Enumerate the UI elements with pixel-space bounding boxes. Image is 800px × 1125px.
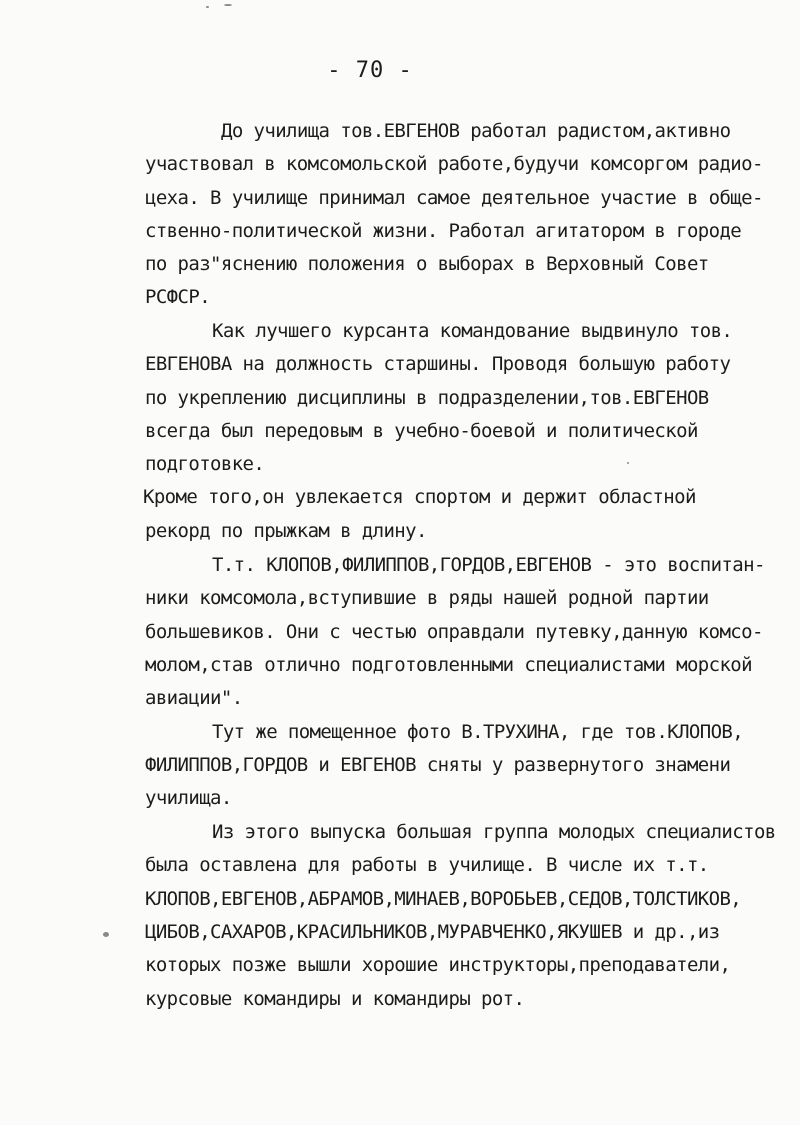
scan-speck bbox=[206, 6, 209, 8]
text-line: Из этого выпуска большая группа молодых специалистов bbox=[212, 821, 776, 843]
page-number: - 70 - bbox=[327, 58, 413, 83]
text-line: большевиков. Они с честью оправдали путевку,данную комсо- bbox=[145, 621, 763, 643]
text-line: ники комсомола,вступившие в ряды нашей родной партии bbox=[145, 587, 709, 609]
text-line: До училища тов.ЕВГЕНОВ работал радистом,активно bbox=[221, 120, 731, 142]
text-line: была оставлена для работы в училище. В числе их т.т. bbox=[145, 854, 709, 876]
text-line: цеха. В училище принимал самое деятельное участие в обще- bbox=[145, 187, 763, 209]
text-line: по раз"яснению положения о выборах в Верховный Совет bbox=[145, 253, 709, 275]
scan-speck bbox=[103, 932, 109, 937]
text-line: ЦИБОВ,САХАРОВ,КРАСИЛЬНИКОВ,МУРАВЧЕНКО,ЯКУШЕВ и др.,из bbox=[145, 921, 720, 943]
text-line: подготовке. bbox=[145, 453, 265, 475]
text-line: участвовал в комсомольской работе,будучи комсоргом радио- bbox=[145, 153, 763, 175]
text-line: по укреплению дисциплины в подразделении,тов.ЕВГЕНОВ bbox=[145, 387, 709, 409]
text-line: всегда был передовым в учебно-боевой и политической bbox=[145, 420, 698, 442]
scan-speck bbox=[627, 462, 629, 464]
text-line: Т.т. КЛОПОВ,ФИЛИППОВ,ГОРДОВ,ЕВГЕНОВ - это воспитан- bbox=[212, 554, 765, 576]
scan-speck bbox=[224, 4, 232, 6]
text-line: рекорд по прыжкам в длину. bbox=[145, 520, 427, 542]
text-line: Тут же помещенное фото В.ТРУХИНА, где тов.КЛОПОВ, bbox=[212, 721, 744, 743]
text-line: ственно-политической жизни. Работал агитатором в городе bbox=[145, 220, 742, 242]
text-line: КЛОПОВ,ЕВГЕНОВ,АБРАМОВ,МИНАЕВ,ВОРОБЬЕВ,СЕДОВ,ТОЛСТИКОВ, bbox=[145, 888, 742, 910]
text-line: авиации". bbox=[145, 687, 243, 709]
text-line: РСФСР. bbox=[145, 286, 211, 308]
text-line: курсовые командиры и командиры рот. bbox=[145, 988, 525, 1010]
text-line: Как лучшего курсанта командование выдвинуло тов. bbox=[212, 320, 733, 342]
text-line: ФИЛИППОВ,ГОРДОВ и ЕВГЕНОВ сняты у развернутого знамени bbox=[145, 754, 731, 776]
text-line: ЕВГЕНОВА на должность старшины. Проводя большую работу bbox=[145, 353, 731, 375]
text-line: училища. bbox=[145, 787, 232, 809]
text-line: молом,став отлично подготовленными специалистами морской bbox=[145, 654, 752, 676]
text-line: Кроме того,он увлекается спортом и держит областной bbox=[143, 486, 696, 508]
text-line: которых позже вышли хорошие инструкторы,преподаватели, bbox=[145, 954, 731, 976]
